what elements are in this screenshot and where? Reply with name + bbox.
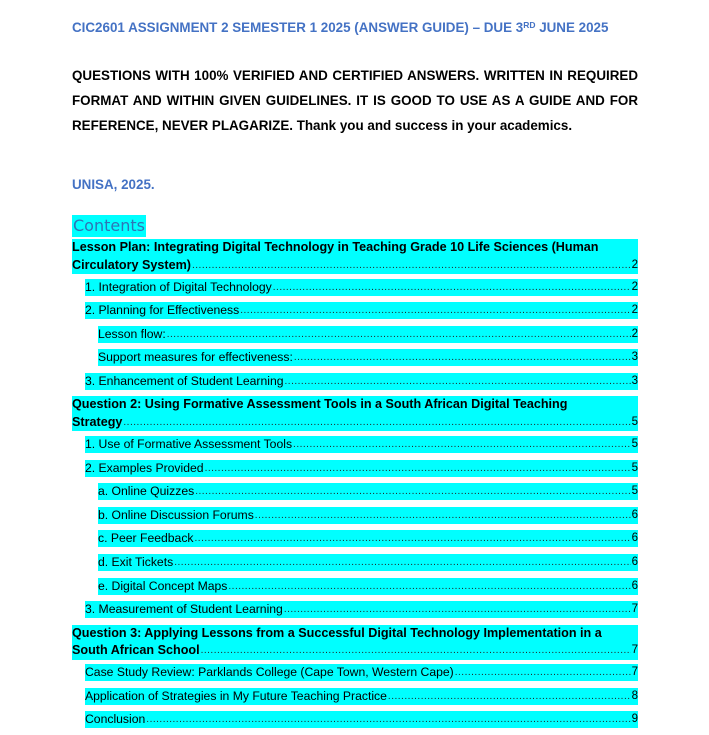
institution-label: UNISA, 2025. [72,177,155,192]
toc-heading: Contents [73,216,145,235]
toc-leader-dots [294,349,631,366]
toc-leader-dots [228,578,630,595]
toc-entry-lesson-plan[interactable] [72,239,638,274]
document-title [72,18,642,37]
toc-entry-lesson-flow[interactable] [98,326,638,343]
toc-page-number: 7 [631,666,638,679]
toc-page-number: 7 [631,644,638,657]
toc-entry-text: 3. Measurement of Student Learning [85,602,283,617]
toc-entry-text: d. Exit Tickets [98,554,174,569]
toc-page-number: 6 [631,555,638,568]
toc-leader-dots [285,373,631,390]
toc-leader-dots [146,711,630,728]
toc-entry-question-2[interactable] [72,396,638,431]
toc-page-number: 2 [631,304,638,317]
toc-page-number: 5 [631,485,638,498]
toc-entry-discussion-forums[interactable] [98,507,638,524]
toc-page-number: 8 [631,689,638,702]
toc-entry-text-line2: South African School [72,643,200,658]
toc-entry-question-3[interactable] [72,625,638,660]
toc-entry-text: c. Peer Feedback [98,531,194,546]
toc-leader-dots [255,507,631,524]
toc-entry-text: 1. Integration of Digital Technology [85,279,272,294]
toc-entry-text-line2: Strategy [72,414,123,429]
toc-entry-exit-tickets[interactable] [98,554,638,571]
toc-entry-text: 2. Planning for Effectiveness [85,303,240,318]
toc-entry-text-line1: Question 2: Using Formative Assessment Tools in a South African Digital Teaching [72,397,568,412]
toc-leader-dots [192,257,631,275]
toc-entry-text-line1: Lesson Plan: Integrating Digital Technology in Teaching Grade 10 Life Sciences (Human [72,240,599,254]
toc-page-number: 5 [631,415,638,428]
toc-entry-online-quizzes[interactable] [98,483,638,500]
toc-entry-support-measures[interactable] [98,349,638,366]
toc-leader-dots [195,483,630,500]
toc-leader-dots [195,530,631,547]
toc-entry-text: Application of Strategies in My Future Teaching Practice [85,688,387,703]
toc-entry-text: 1. Use of Formative Assessment Tools [85,436,293,451]
toc-leader-dots [240,302,630,319]
toc-entry-case-study[interactable] [85,664,638,681]
toc-entry-formative-tools[interactable] [85,436,638,453]
toc-entry-text: a. Online Quizzes [98,484,195,499]
toc-entry-text: 2. Examples Provided [85,460,204,475]
title-text-end: JUNE 2025 [535,20,609,35]
toc-page-number: 5 [631,437,638,450]
toc-entry-text: Case Study Review: Parklands College (Cape Town, Western Cape) [85,665,454,680]
toc-page-number: 6 [631,579,638,592]
toc-entry-planning[interactable] [85,302,638,319]
toc-leader-dots [388,688,631,705]
toc-leader-dots [201,642,631,660]
toc-page-number: 3 [631,351,638,364]
toc-leader-dots [284,601,631,618]
toc-entry-measurement[interactable] [85,601,638,618]
toc-leader-dots [455,664,631,681]
toc-entry-enhancement[interactable] [85,373,638,390]
toc-entry-text: Lesson flow: [98,326,166,341]
toc-leader-dots [273,279,631,296]
toc-entry-text: 3. Enhancement of Student Learning [85,373,284,388]
title-text: CIC2601 ASSIGNMENT 2 SEMESTER 1 2025 (ANSWER GUIDE) – DUE 3 [72,20,524,35]
toc-leader-dots [167,326,631,343]
table-of-contents [72,239,638,735]
toc-entry-text: e. Digital Concept Maps [98,578,228,593]
toc-entry-text-line1: Question 3: Applying Lessons from a Successful Digital Technology Implementation in a [72,625,602,640]
toc-page-number: 3 [631,374,638,387]
toc-entry-examples[interactable] [85,460,638,477]
toc-entry-conclusion[interactable] [85,711,638,728]
toc-page-number: 5 [631,461,638,474]
toc-entry-integration[interactable] [85,279,638,296]
intro-paragraph: QUESTIONS WITH 100% VERIFIED AND CERTIFIED ANSWERS. WRITTEN IN REQUIRED FORMAT AND WITHIN GIVEN GUIDELINES. IT IS GOOD TO USE AS A GUIDE AND FOR REFERENCE, NEVER PLAGARIZE. Thank you and success in your academics. [72,68,638,133]
toc-page-number: 7 [631,603,638,616]
toc-leader-dots [293,436,631,453]
toc-entry-text-line2: Circulatory System) [72,257,191,272]
toc-leader-dots [174,554,630,571]
toc-leader-dots [123,414,630,432]
toc-page-number: 2 [631,327,638,340]
toc-entry-application[interactable] [85,688,638,705]
toc-leader-dots [205,460,631,477]
toc-entry-text: Support measures for effectiveness: [98,350,293,365]
title-superscript: RD [523,20,536,30]
toc-page-number: 2 [631,258,638,271]
toc-entry-text: Conclusion [85,712,146,727]
toc-page-number: 9 [631,713,638,726]
toc-page-number: 6 [631,508,638,521]
toc-entry-peer-feedback[interactable] [98,530,638,547]
toc-entry-concept-maps[interactable] [98,578,638,595]
toc-page-number: 6 [631,532,638,545]
toc-entry-text: b. Online Discussion Forums [98,507,254,522]
toc-page-number: 2 [631,280,638,293]
